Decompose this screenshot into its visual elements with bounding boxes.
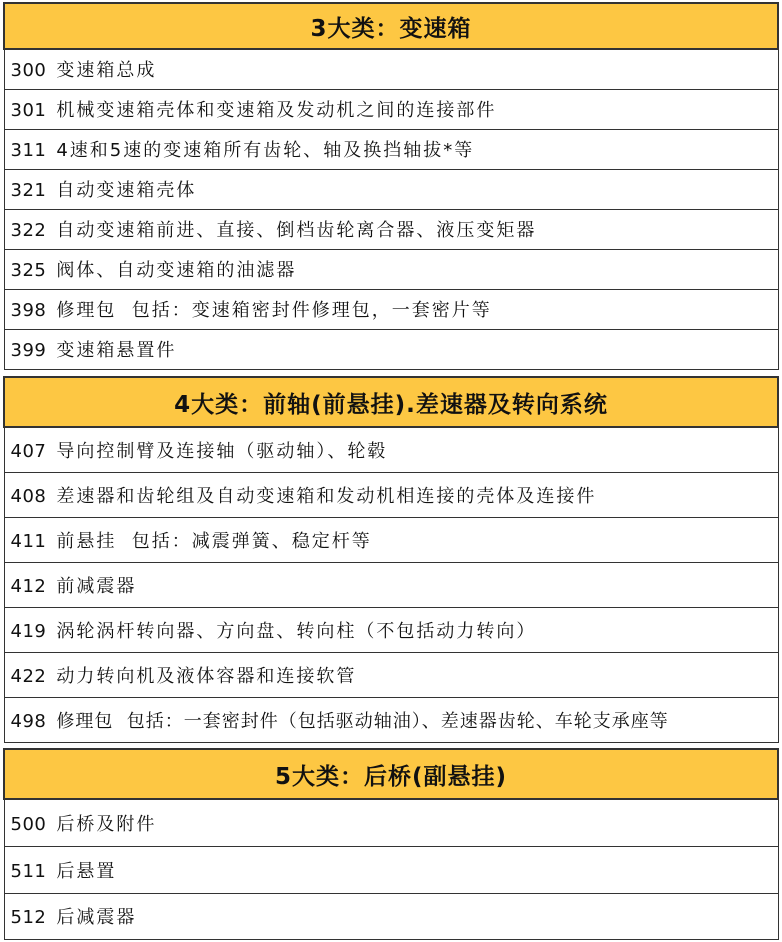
section-3 bbox=[3, 2, 779, 370]
part-desc: 变速箱悬置件 bbox=[56, 340, 177, 361]
table-row bbox=[4, 89, 778, 129]
table-row bbox=[4, 427, 778, 472]
part-code: 498 bbox=[10, 710, 47, 732]
part-code: 399 bbox=[10, 340, 47, 361]
part-code: 511 bbox=[10, 860, 47, 882]
section-title: 3大类：变速箱 bbox=[4, 3, 778, 49]
part-code: 412 bbox=[10, 575, 47, 597]
table-row bbox=[4, 289, 778, 329]
part-desc: 自动变速箱壳体 bbox=[56, 180, 197, 201]
part-desc: 变速箱总成 bbox=[56, 60, 157, 82]
part-desc: 导向控制臂及连接轴（驱动轴）、轮毂 bbox=[56, 440, 388, 462]
section-4 bbox=[3, 376, 779, 743]
part-code: 300 bbox=[10, 60, 47, 82]
part-desc: 差速器和齿轮组及自动变速箱和发动机相连接的壳体及连接件 bbox=[56, 485, 597, 507]
part-code: 301 bbox=[10, 100, 47, 121]
section-title: 4大类：前轴(前悬挂).差速器及转向系统 bbox=[4, 377, 778, 427]
part-code: 411 bbox=[10, 530, 47, 552]
table-row bbox=[4, 607, 778, 652]
part-desc: 后桥及附件 bbox=[56, 813, 157, 835]
table-row bbox=[4, 517, 778, 562]
part-code: 419 bbox=[10, 620, 47, 642]
part-desc: 修理包 包括：变速箱密封件修理包，一套密片等 bbox=[56, 300, 492, 321]
table-row bbox=[4, 249, 778, 289]
part-desc: 后减震器 bbox=[56, 907, 137, 928]
table-row bbox=[4, 846, 778, 893]
table-row bbox=[4, 472, 778, 517]
part-code: 325 bbox=[10, 260, 47, 281]
part-desc: 阀体、自动变速箱的油滤器 bbox=[56, 260, 297, 281]
part-code: 322 bbox=[10, 220, 47, 241]
table-row bbox=[4, 129, 778, 169]
table-row bbox=[4, 799, 778, 846]
table-row bbox=[4, 893, 778, 939]
part-desc: 动力转向机及液体容器和连接软管 bbox=[56, 665, 357, 687]
section-title: 5大类：后桥(副悬挂) bbox=[4, 749, 778, 799]
table-row bbox=[4, 652, 778, 697]
part-code: 311 bbox=[10, 140, 47, 161]
table-row bbox=[4, 562, 778, 607]
category-table bbox=[3, 2, 779, 370]
table-row bbox=[4, 49, 778, 89]
part-desc: 机械变速箱壳体和变速箱及发动机之间的连接部件 bbox=[56, 100, 497, 121]
part-code: 500 bbox=[10, 813, 47, 835]
part-desc: 前减震器 bbox=[56, 575, 137, 597]
part-code: 398 bbox=[10, 300, 47, 321]
table-row bbox=[4, 209, 778, 249]
category-table bbox=[3, 748, 779, 940]
part-desc: 自动变速箱前进、直接、倒档齿轮离合器、液压变矩器 bbox=[56, 220, 537, 241]
part-desc: 修理包 包括：一套密封件（包括驱动轴油）、差速器齿轮、车轮支承座等 bbox=[56, 710, 669, 732]
part-desc: 涡轮涡杆转向器、方向盘、转向柱（不包括动力转向） bbox=[56, 620, 537, 642]
category-table bbox=[3, 376, 779, 743]
part-code: 321 bbox=[10, 180, 47, 201]
part-code: 408 bbox=[10, 485, 47, 507]
part-code: 407 bbox=[10, 440, 47, 462]
table-row bbox=[4, 329, 778, 369]
table-row bbox=[4, 169, 778, 209]
part-code: 512 bbox=[10, 907, 47, 928]
part-desc: 后悬置 bbox=[56, 860, 117, 882]
part-desc: 4速和5速的变速箱所有齿轮、轴及换挡轴拔*等 bbox=[56, 140, 475, 161]
table-row bbox=[4, 697, 778, 742]
part-code: 422 bbox=[10, 665, 47, 687]
section-5 bbox=[3, 748, 779, 940]
part-desc: 前悬挂 包括：减震弹簧、稳定杆等 bbox=[56, 530, 372, 552]
